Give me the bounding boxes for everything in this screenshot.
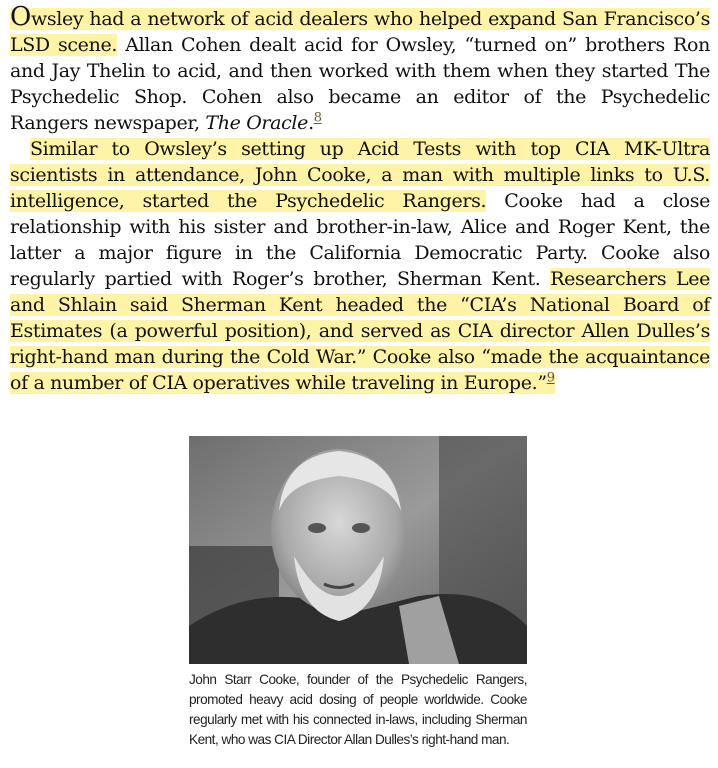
document-page [10,2,710,396]
portrait-photo [189,436,527,664]
figure [189,436,529,750]
highlight-cooke: Similar to Owsley’s setting up Acid Tests with top CIA MK-Ultra scientists in attendance, John Cooke, a man with multiple links to U.S. intelligence, started the Psychedelic Rangers. [10,138,710,212]
footnote-link-8[interactable]: 8 [313,110,322,126]
drop-cap: O [10,2,31,32]
paragraph-1: Owsley had a network of acid dealers who helped expand San Francisco’s LSD scene. Allan Cohen dealt acid for Owsley, “turned on” brothers Ron and Jay Thelin to acid, and then worked with them when they started The Psychedelic Shop. Cohen also became an editor of the Psychedelic Rangers newspaper, The Oracle.$^8$ [10,2,710,134]
footnote-link-9[interactable]: 9 [546,370,555,386]
highlight-sherman-kent: Researchers Lee and Shlain said Sherman Kent headed the “CIA’s National Board of Estimates (a powerful position), and served as CIA director Allen Dulles’s right-hand man during the Cold War.” Cooke also “made the acquaintance of a number of CIA operatives while traveling in Europe.”$^9$ [10,268,710,394]
highlight-owsley: Owsley had a network of acid dealers who helped expand San Francisco’s LSD scene. [10,2,710,56]
paragraph-2: Similar to Owsley’s setting up Acid Tests with top CIA MK-Ultra scientists in attendance, John Cooke, a man with multiple links to U.S. intelligence, started the Psychedelic Rangers. Cooke had a close relationship with his sister and brother-in-law, Alice and Roger Kent, the latter a major figure in the California Democratic Party. Cooke also regularly partied with Roger’s brother, Sherman Kent. Researchers Lee and Shlain said Sherman Kent headed the “CIA’s National Board of Estimates (a powerful position), and served as CIA director Allen Dulles’s right-hand man during the Cold War.” Cooke also “made the acquaintance of a number of CIA operatives while traveling in Europe.”$^9$ [10,138,710,394]
publication-title: The Oracle [205,112,309,134]
figure-caption: John Starr Cooke, founder of the Psychedelic Rangers, promoted heavy acid dosing of people worldwide. Cooke regularly met with his connected in-laws, including Sherman Kent, who was CIA Director Allan Dulles’s right-hand man. [189,672,527,747]
